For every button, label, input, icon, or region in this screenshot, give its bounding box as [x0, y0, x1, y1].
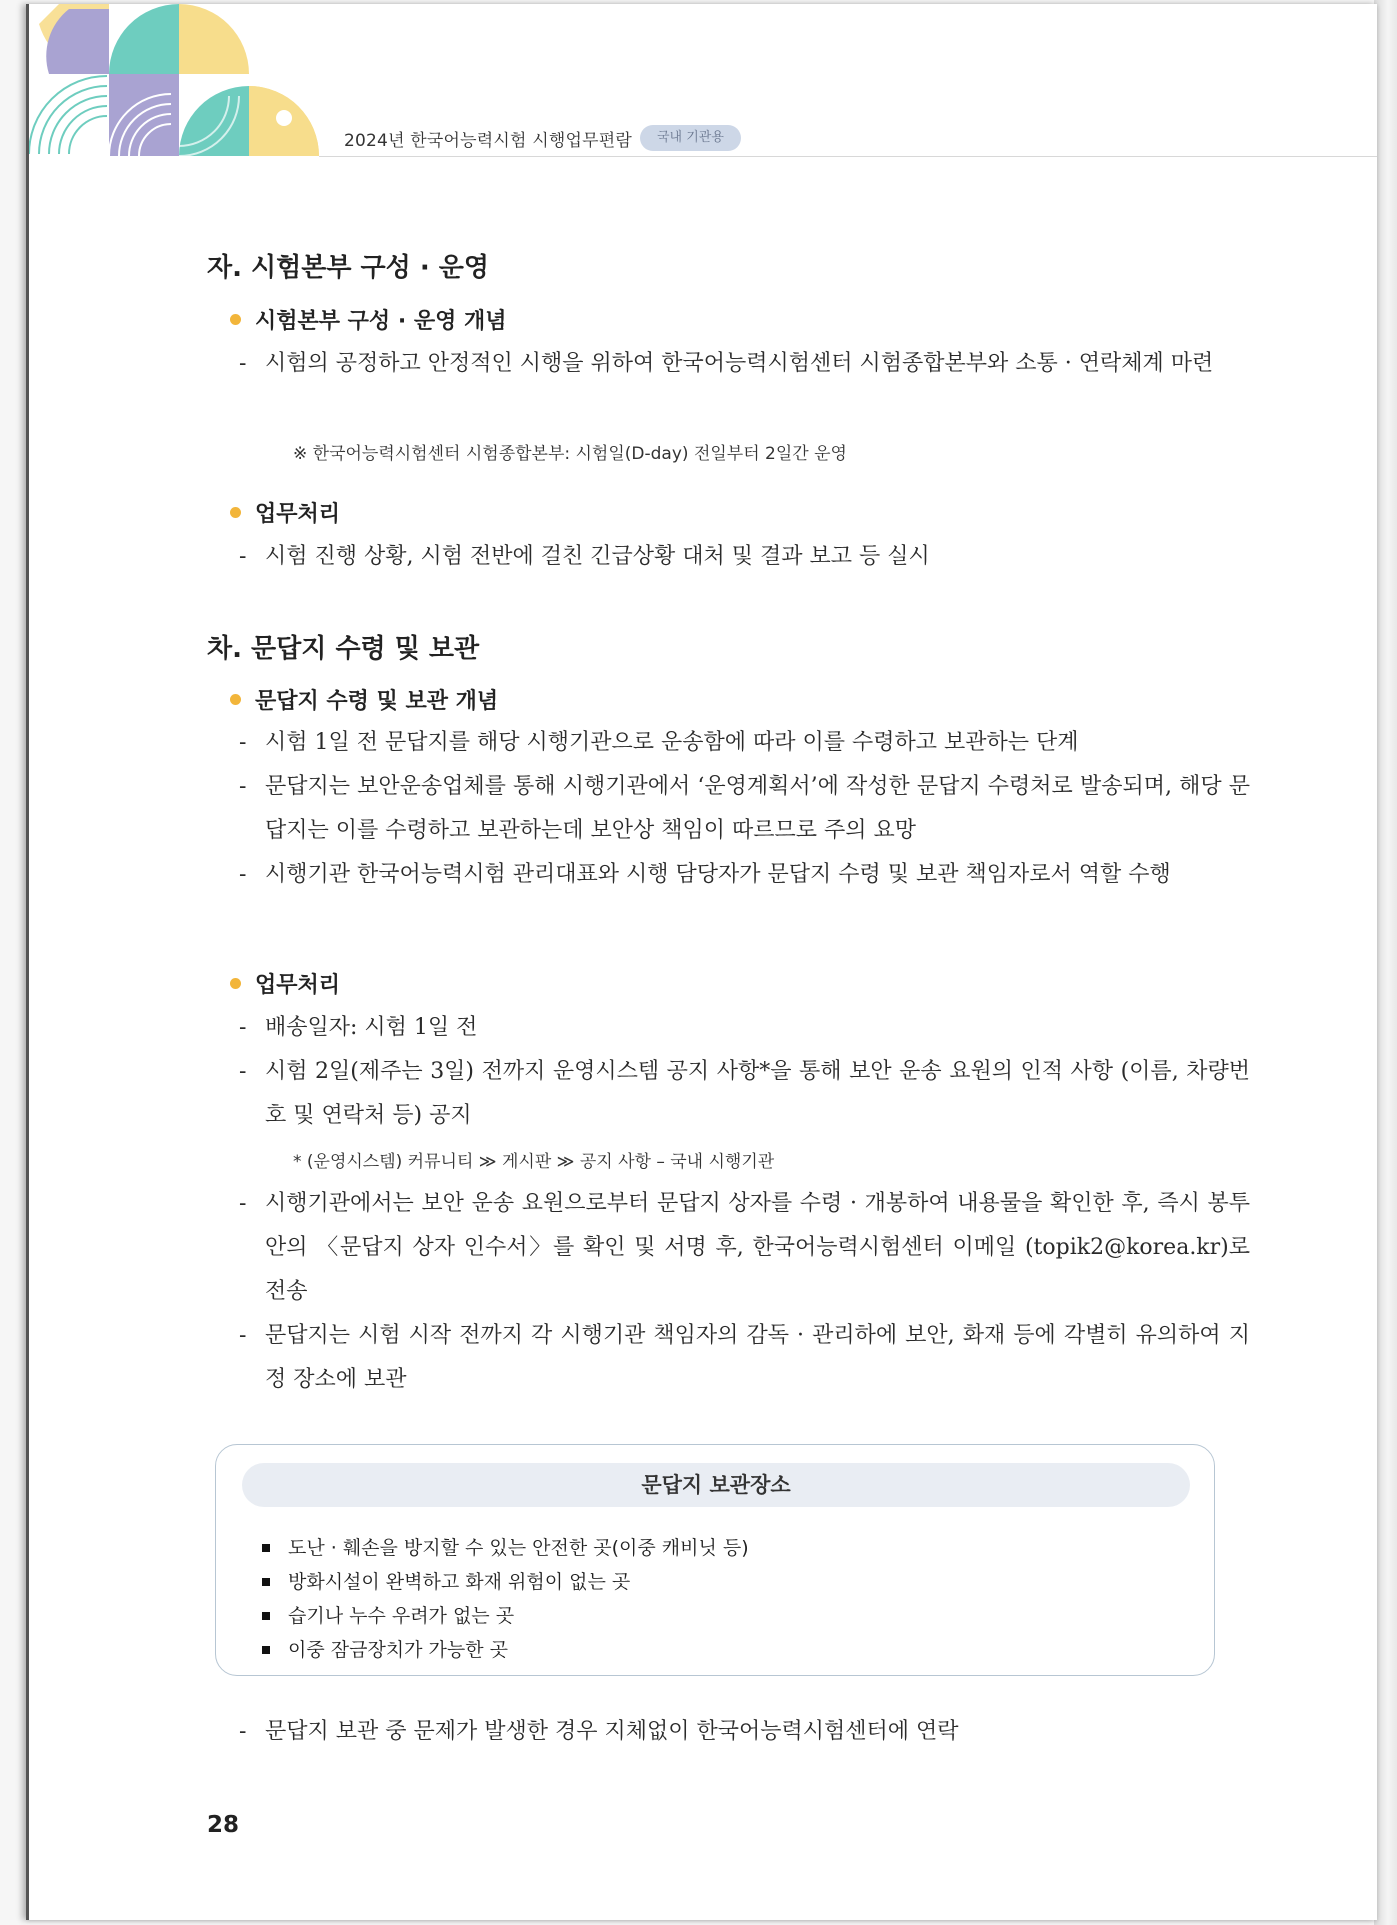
- list-item-text: 시험 2일(제주는 3일) 전까지 운영시스템 공지 사항*을 통해 보안 운송 요원의 인적 사항 (이름, 차량번호 및 연락처 등) 공지: [265, 1059, 1250, 1128]
- list-item: - 시험 2일(제주는 3일) 전까지 운영시스템 공지 사항*을 통해 보안 운송 요원의 인적 사항 (이름, 차량번호 및 연락처 등) 공지: [239, 1059, 1250, 1128]
- list-item-text: 문답지 보관 중 문제가 발생한 경우 지체없이 한국어능력시험센터에 연락: [265, 1719, 959, 1744]
- bullet-heading-text: 문답지 수령 및 보관 개념: [255, 689, 499, 714]
- list-item: - 시행기관에서는 보안 운송 요원으로부터 문답지 상자를 수령 · 개봉하여 내용물을 확인한 후, 즉시 봉투 안의 〈문답지 상자 인수서〉를 확인 및 서명 후, 한국어능력시험센터 이메일 (topik2@korea.kr)로 전송: [239, 1191, 1250, 1304]
- bullet-dot-icon: [230, 694, 241, 705]
- note-text: ※ 한국어능력시험센터 시험종합본부: 시험일(D-day) 전일부터 2일간 운영: [293, 444, 847, 464]
- list-item-text: 시험 1일 전 문답지를 해당 시행기관으로 운송함에 따라 이를 수령하고 보관하는 단계: [265, 730, 1079, 755]
- list-item-text: 습기나 누수 우려가 없는 곳: [288, 1605, 515, 1627]
- storage-box-title: 문답지 보관장소: [242, 1463, 1190, 1507]
- list-item-text: 문답지는 보안운송업체를 통해 시행기관에서 ‘운영계획서’에 작성한 문답지 수령처로 발송되며, 해당 문답지는 이를 수령하고 보관하는데 보안상 책임이 따르므로 주의 요망: [265, 774, 1250, 843]
- list-item-text: 시행기관 한국어능력시험 관리대표와 시행 담당자가 문답지 수령 및 보관 책임자로서 역할 수행: [265, 862, 1171, 887]
- list-item: - 배송일자: 시험 1일 전: [239, 1015, 478, 1040]
- list-item: - 시험 진행 상황, 시험 전반에 걸친 긴급상황 대처 및 결과 보고 등 실시: [239, 544, 930, 569]
- square-bullet-icon: [262, 1646, 270, 1654]
- header-decoration: [29, 4, 329, 156]
- square-bullet-icon: [262, 1544, 270, 1552]
- header-badge: 국내 기관용: [640, 125, 741, 151]
- list-item-text: 배송일자: 시험 1일 전: [265, 1015, 478, 1040]
- list-item-text: 시험 진행 상황, 시험 전반에 걸친 긴급상황 대처 및 결과 보고 등 실시: [265, 544, 930, 569]
- square-bullet-icon: [262, 1612, 270, 1620]
- list-item-text: 도난 · 훼손을 방지할 수 있는 안전한 곳(이중 캐비닛 등): [288, 1537, 749, 1559]
- list-item: - 문답지 보관 중 문제가 발생한 경우 지체없이 한국어능력시험센터에 연락: [239, 1719, 959, 1744]
- list-item: [262, 1633, 749, 1667]
- bullet-dot-icon: [230, 314, 241, 325]
- section-title-ja: 자. 시험본부 구성 · 운영: [207, 253, 490, 283]
- list-item: [262, 1599, 749, 1633]
- page-number: 28: [207, 1812, 240, 1838]
- list-item: [262, 1565, 749, 1599]
- bullet-heading: [255, 304, 507, 335]
- header-divider: [319, 156, 1377, 157]
- document-page: [26, 4, 1377, 1920]
- list-item: [262, 1531, 749, 1565]
- list-item: - 문답지는 시험 시작 전까지 각 시행기관 책임자의 감독 · 관리하에 보안, 화재 등에 각별히 유의하여 지정 장소에 보관: [239, 1323, 1250, 1392]
- bullet-heading: [255, 968, 340, 999]
- list-item-text: 시험의 공정하고 안정적인 시행을 위하여 한국어능력시험센터 시험종합본부와 소통 · 연락체계 마련: [265, 351, 1214, 376]
- list-item-text: 이중 잠금장치가 가능한 곳: [288, 1639, 509, 1661]
- page-fold-edge: [1374, 0, 1397, 1925]
- list-item-text: 방화시설이 완벽하고 화재 위험이 없는 곳: [288, 1571, 631, 1593]
- list-item-text: 문답지는 시험 시작 전까지 각 시행기관 책임자의 감독 · 관리하에 보안, 화재 등에 각별히 유의하여 지정 장소에 보관: [265, 1323, 1250, 1392]
- section-title-cha: 차. 문답지 수령 및 보관: [207, 634, 480, 664]
- square-bullet-icon: [262, 1578, 270, 1586]
- header-title: 2024년 한국어능력시험 시행업무편람: [344, 131, 632, 151]
- list-item: - 문답지는 보안운송업체를 통해 시행기관에서 ‘운영계획서’에 작성한 문답지 수령처로 발송되며, 해당 문답지는 이를 수령하고 보관하는데 보안상 책임이 따르므로 주의 요망: [239, 774, 1250, 843]
- list-item: - 시험 1일 전 문답지를 해당 시행기관으로 운송함에 따라 이를 수령하고 보관하는 단계: [239, 730, 1079, 755]
- storage-location-box: [215, 1444, 1215, 1676]
- bullet-dot-icon: [230, 978, 241, 989]
- note-text: * (운영시스템) 커뮤니티 ≫ 게시판 ≫ 공지 사항 – 국내 시행기관: [293, 1152, 775, 1172]
- storage-list: [262, 1531, 749, 1667]
- list-item: - 시험의 공정하고 안정적인 시행을 위하여 한국어능력시험센터 시험종합본부와 소통 · 연락체계 마련: [239, 351, 1214, 376]
- bullet-heading-text: 시험본부 구성 · 운영 개념: [255, 309, 507, 334]
- list-item: - 시행기관 한국어능력시험 관리대표와 시행 담당자가 문답지 수령 및 보관 책임자로서 역할 수행: [239, 862, 1171, 887]
- list-item-text: 시행기관에서는 보안 운송 요원으로부터 문답지 상자를 수령 · 개봉하여 내용물을 확인한 후, 즉시 봉투 안의 〈문답지 상자 인수서〉를 확인 및 서명 후, 한국어능력시험센터 이메일 (topik2@korea.kr)로 전송: [265, 1191, 1250, 1304]
- bullet-heading: [255, 497, 340, 528]
- bullet-heading-text: 업무처리: [255, 973, 341, 998]
- bullet-heading-text: 업무처리: [255, 502, 341, 527]
- bullet-dot-icon: [230, 507, 241, 518]
- bullet-heading: [255, 684, 498, 715]
